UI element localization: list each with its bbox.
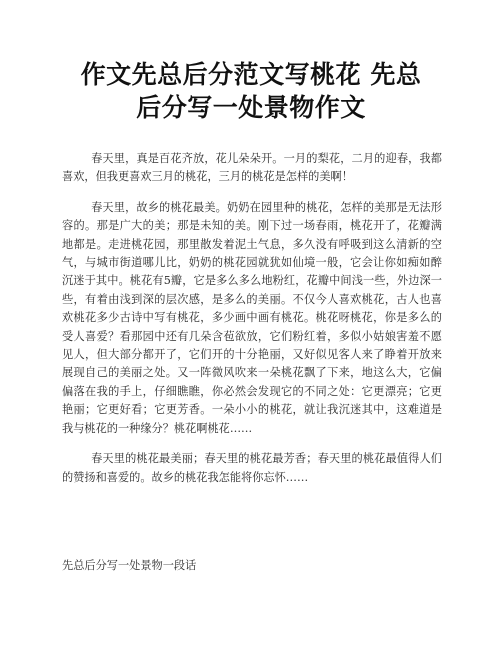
section-subheading: 先总后分写一处景物一段话	[62, 559, 197, 572]
document-body	[62, 150, 442, 499]
title-line-2: 后分写一处景物作文	[136, 93, 366, 122]
document-title	[40, 58, 462, 124]
paragraph-2: 春天里，故乡的桃花最美。奶奶在园里种的桃花，怎样的美那是无法形容的。那是广大的美；那是未知的美。刚下过一场春雨，桃花开了，花瓣满地都是。走进桃花园，那里散发着泥土气息，多久没有呼吸到这么清新的空气，与城市街道哪儿比，奶奶的桃花园就犹如仙境一般，它会让你如痴如醉沉迷于其中。桃花有5瓣，它是多么多么地粉红，花瓣中间浅一些，外边深一些，有着由浅到深的层次感，是多么的美丽。不仅今人喜欢桃花，古人也喜欢桃花多少古诗中写有桃花，多少画中画有桃花。桃花呀桃花，你是多么的受人喜爱？看那园中还有几朵含苞欲放，它们粉红着，多似小姑娘害羞不愿见人，但大部分都开了，它们开的十分艳丽，又好似见客人来了睁着开放来展现自己的美丽之处。又一阵微风吹来一朵桃花飘了下来，地这么大，它偏偏落在我的手上，仔细瞧瞧，你必然会发现它的不同之处：它更漂亮；它更艳丽；它更好看；它更芳香。一朵小小的桃花，就让我沉迷其中，这难道是我与桃花的一种缘分？桃花啊桃花……	[62, 200, 442, 435]
title-line-1: 作文先总后分范文写桃花 先总	[80, 60, 422, 89]
paragraph-3: 春天里的桃花最美丽；春天里的桃花最芳香；春天里的桃花最值得人们的赞扬和喜爱的。故乡的桃花我怎能将你忘怀……	[62, 452, 442, 484]
paragraph-1: 春天里，真是百花齐放，花儿朵朵开。一月的梨花，二月的迎春，我都喜欢，但我更喜欢三月的桃花，三月的桃花是怎样的美啊！	[62, 152, 442, 184]
